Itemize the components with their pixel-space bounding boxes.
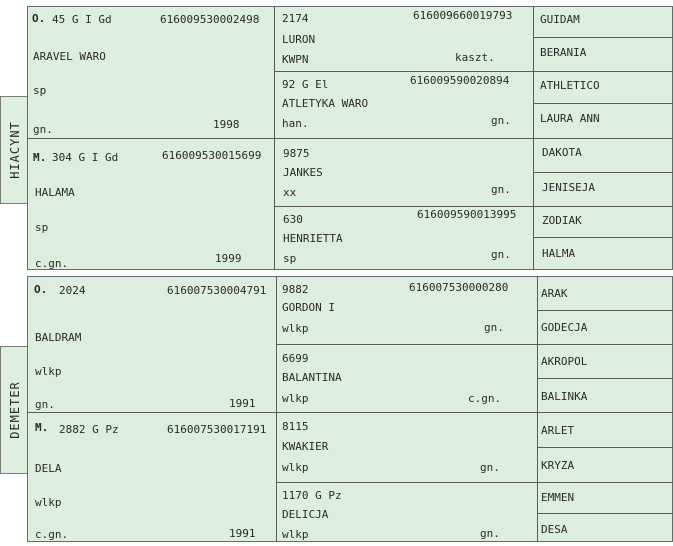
gg-5: DAKOTA (542, 146, 582, 159)
ds-id: 9875 (283, 147, 310, 160)
dam-reg: 616009530015699 (162, 149, 262, 162)
gg-5: ARLET (541, 424, 575, 437)
sire-id: 2024 (59, 284, 86, 297)
gg-2: GODECJA (541, 321, 588, 334)
sd-color: gn. (491, 114, 511, 127)
section-label-hiacynt (0, 96, 30, 204)
sd-id: 92 G El (282, 78, 329, 91)
ss-id: 9882 (282, 283, 309, 296)
sd-color: c.gn. (468, 392, 502, 405)
section-label-demeter-text: DEMETER (8, 381, 22, 439)
ds-breed: wlkp (282, 461, 309, 474)
dd-reg: 616009590013995 (417, 208, 517, 221)
dam-id: 304 G I Gd (52, 151, 119, 164)
sire-header: O. (34, 283, 48, 296)
dd-color: gn. (480, 527, 500, 540)
dam-breed: sp (35, 221, 49, 234)
dam-reg: 616007530017191 (167, 423, 267, 436)
sire-breed: wlkp (35, 365, 62, 378)
dam-year: 1999 (215, 252, 242, 265)
dam-name: DELA (35, 462, 62, 475)
sire-id: 45 G I Gd (52, 13, 112, 26)
ss-color: gn. (484, 321, 504, 334)
dd-name: DELICJA (282, 508, 329, 521)
ss-reg: 616007530000280 (409, 281, 509, 294)
ss-breed: KWPN (282, 53, 309, 66)
ss-breed: wlkp (282, 322, 309, 335)
sire-reg: 616009530002498 (160, 13, 260, 26)
gg-7: ZODIAK (542, 214, 582, 227)
gg-2: BERANIA (540, 46, 587, 59)
ds-color: gn. (491, 183, 511, 196)
sire-header: O. (32, 12, 46, 25)
dd-breed: sp (283, 252, 297, 265)
gg-4: BALINKA (541, 390, 588, 403)
sire-name: BALDRAM (35, 331, 82, 344)
ds-name: JANKES (283, 166, 323, 179)
ss-name: LURON (282, 33, 316, 46)
ss-reg: 616009660019793 (413, 9, 513, 22)
dam-id: 2882 G Pz (59, 423, 119, 436)
gg-8: DESA (541, 523, 568, 536)
section-label-demeter (0, 346, 30, 474)
sd-breed: han. (282, 117, 309, 130)
dam-color: c.gn. (35, 528, 69, 541)
dd-breed: wlkp (282, 528, 309, 541)
gg-3: ATHLETICO (540, 79, 600, 92)
dam-header: M. (35, 421, 49, 434)
dam-year: 1991 (229, 527, 256, 540)
gg-4: LAURA ANN (540, 112, 600, 125)
gg-7: EMMEN (541, 491, 575, 504)
section-label-hiacynt-text: HIACYNT (8, 121, 22, 179)
dd-color: gn. (491, 248, 511, 261)
sd-name: BALANTINA (282, 371, 342, 384)
dam-breed: wlkp (35, 496, 62, 509)
gg-6: JENISEJA (542, 181, 595, 194)
gg-8: HALMA (542, 247, 576, 260)
sd-reg: 616009590020894 (410, 74, 510, 87)
sire-reg: 616007530004791 (167, 284, 267, 297)
sd-name: ATLETYKA WARO (282, 97, 369, 110)
dd-name: HENRIETTA (283, 232, 343, 245)
dam-header: M. (33, 151, 47, 164)
sire-name: ARAVEL WARO (33, 50, 106, 63)
ds-color: gn. (480, 461, 500, 474)
ds-id: 8115 (282, 420, 309, 433)
dam-color: c.gn. (35, 257, 69, 270)
dam-name: HALAMA (35, 186, 75, 199)
dd-id: 630 (283, 213, 303, 226)
sire-color: gn. (33, 123, 53, 136)
ds-breed: xx (283, 186, 297, 199)
ds-name: KWAKIER (282, 440, 329, 453)
sire-year: 1998 (213, 118, 240, 131)
sire-color: gn. (35, 398, 55, 411)
sd-breed: wlkp (282, 392, 309, 405)
ss-color: kaszt. (455, 51, 495, 64)
sire-year: 1991 (229, 397, 256, 410)
gg-1: ARAK (541, 287, 568, 300)
gg-3: AKROPOL (541, 355, 588, 368)
dd-id: 1170 G Pz (282, 489, 342, 502)
gg-6: KRYZA (541, 459, 575, 472)
ss-name: GORDON I (282, 301, 335, 314)
gg-1: GUIDAM (540, 13, 580, 26)
pedigree-table-bottom (27, 276, 673, 542)
sd-id: 6699 (282, 352, 309, 365)
sire-breed: sp (33, 84, 47, 97)
ss-id: 2174 (282, 12, 309, 25)
